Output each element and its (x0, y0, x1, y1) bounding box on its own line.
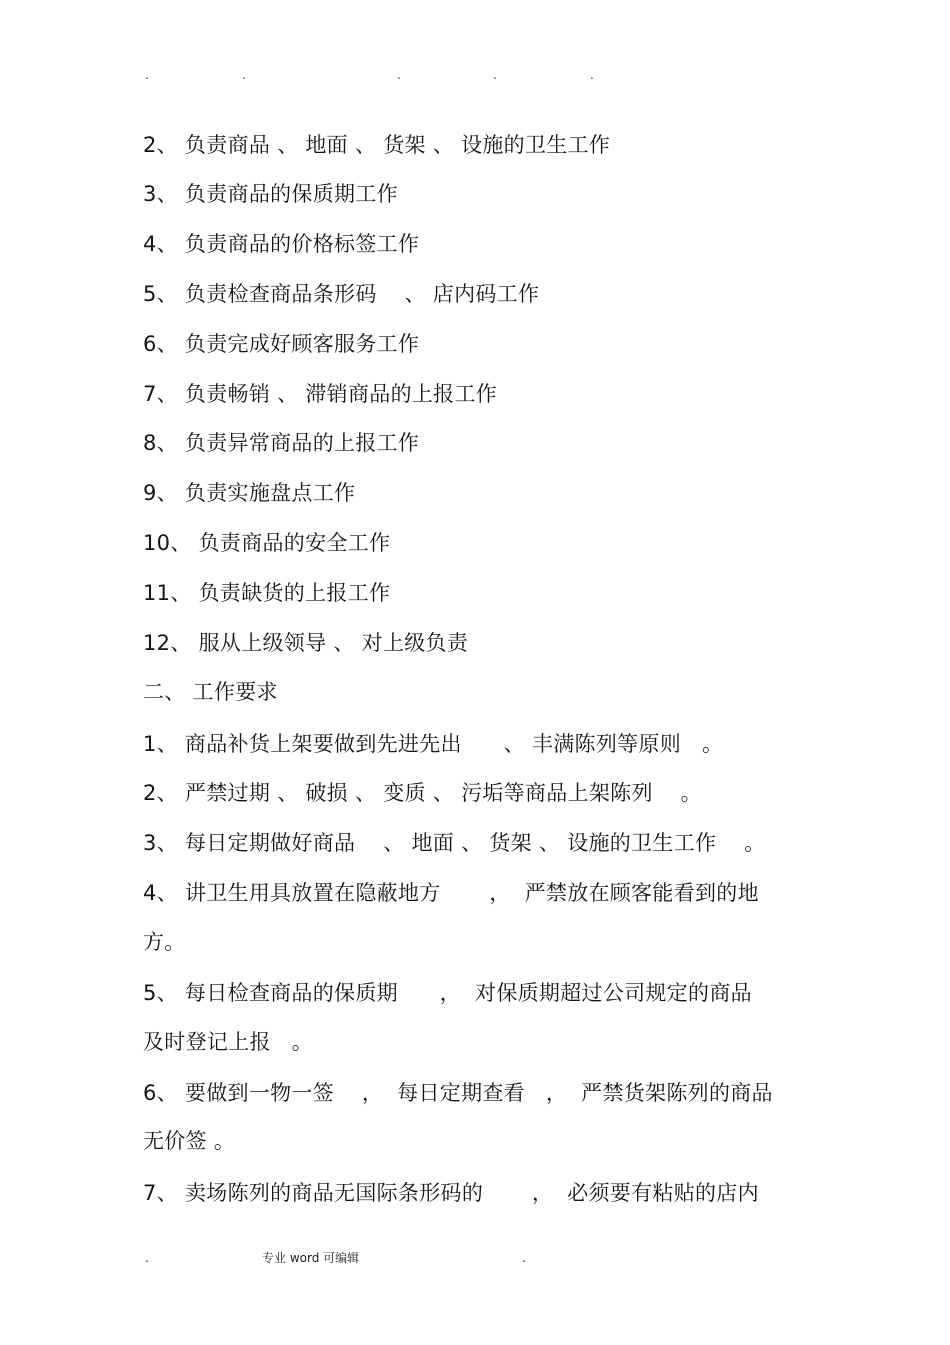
header-dot: . (590, 68, 594, 82)
header-dot: . (493, 68, 497, 82)
header-dot: . (242, 68, 246, 82)
duty-item-9: 9、 负责实施盘点工作 (143, 481, 356, 505)
duty-item-12: 12、 服从上级领导 、 对上级负责 (143, 631, 469, 655)
duty-item-10: 10、 负责商品的安全工作 (143, 531, 391, 555)
requirement-item-4: 4、 讲卫生用具放置在隐蔽地方 ， 严禁放在顾客能看到的地 (143, 881, 759, 905)
section-heading: 二、 工作要求 (143, 680, 278, 704)
duty-item-11: 11、 负责缺货的上报工作 (143, 581, 391, 605)
duty-item-4: 4、 负责商品的价格标签工作 (143, 232, 420, 256)
requirement-item-2: 2、 严禁过期 、 破损 、 变质 、 污垢等商品上架陈列 。 (143, 781, 702, 805)
duty-item-5: 5、 负责检查商品条形码 、 店内码工作 (143, 282, 540, 306)
requirement-item-7: 7、 卖场陈列的商品无国际条形码的 ， 必须要有粘贴的店内 (143, 1181, 759, 1205)
footer-text: 专业 word 可编辑 (262, 1251, 360, 1265)
footer-dot-right: . (522, 1251, 526, 1265)
duty-item-2: 2、 负责商品 、 地面 、 货架 、 设施的卫生工作 (143, 133, 611, 157)
requirement-item-6-cont: 无价签 。 (143, 1129, 236, 1153)
duty-item-6: 6、 负责完成好顾客服务工作 (143, 332, 420, 356)
footer-dot-left: . (145, 1251, 149, 1265)
header-dot: . (397, 68, 401, 82)
requirement-item-1: 1、 商品补货上架要做到先进先出 、 丰满陈列等原则 。 (143, 732, 724, 756)
duty-item-3: 3、 负责商品的保质期工作 (143, 182, 398, 206)
header-dot: . (145, 68, 149, 82)
requirement-item-5: 5、 每日检查商品的保质期 ， 对保质期超过公司规定的商品 (143, 981, 752, 1005)
requirement-item-5-cont: 及时登记上报 。 (143, 1030, 314, 1054)
duty-item-7: 7、 负责畅销 、 滞销商品的上报工作 (143, 382, 498, 406)
requirement-item-6: 6、 要做到一物一签 ， 每日定期查看 ， 严禁货架陈列的商品 (143, 1081, 773, 1105)
requirement-item-4-cont: 方。 (143, 930, 186, 954)
requirement-item-3: 3、 每日定期做好商品 、 地面 、 货架 、 设施的卫生工作 。 (143, 831, 766, 855)
duty-item-8: 8、 负责异常商品的上报工作 (143, 431, 420, 455)
